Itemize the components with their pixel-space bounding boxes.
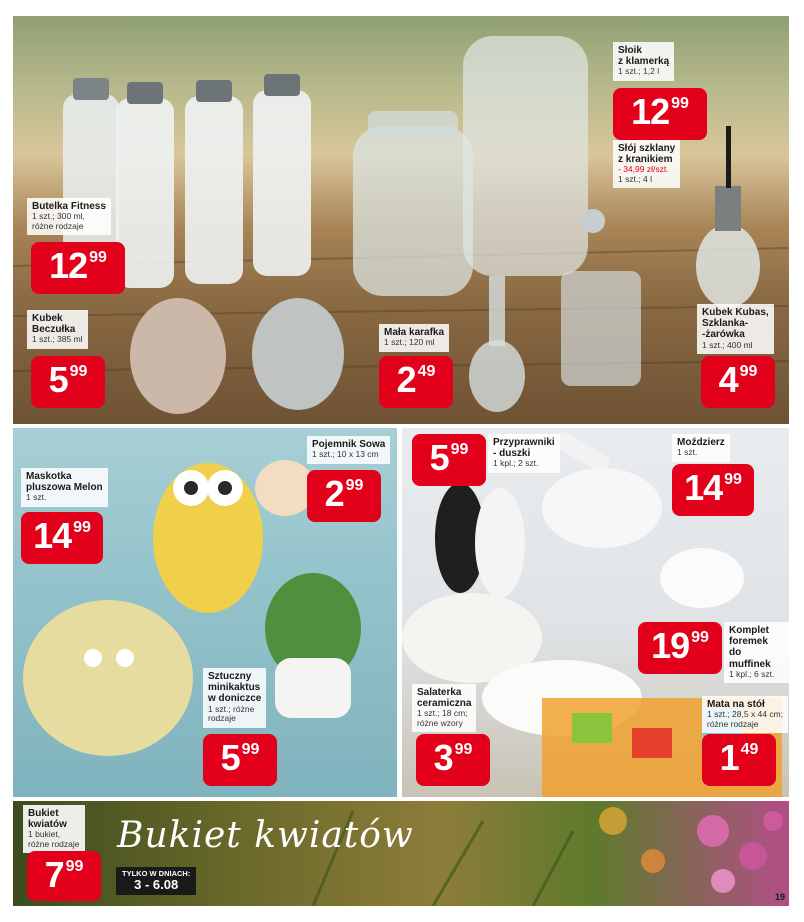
price-int: 3 (433, 737, 453, 778)
shakers-sub: 1 kpl.; 2 szt. (493, 458, 539, 469)
muffin-sub: 1 kpl.; 6 szt. (729, 668, 775, 679)
bouquet-sub2: różne rodzaje (28, 838, 80, 849)
jar-name: Słoik (618, 45, 642, 56)
price-dec: 99 (69, 363, 88, 380)
mug-name2: Beczułka (32, 324, 76, 336)
price-int: 14 (684, 467, 723, 508)
bowl-name2: ceramiczna (417, 698, 472, 710)
price-int: 7 (44, 854, 64, 895)
jar-label (613, 42, 674, 81)
melon-shape (23, 600, 193, 756)
price-int: 12 (49, 245, 88, 286)
bouquet-name: Bukiet (28, 808, 59, 819)
price-int: 14 (33, 515, 72, 556)
price-dec: 99 (65, 858, 84, 875)
bulb-sub: 1 szt.; 400 ml (702, 339, 753, 350)
muffin-price (638, 622, 722, 674)
bottle-sub: 1 szt.; 300 ml, (32, 211, 85, 222)
bouquet-name2: kwiatów (28, 819, 67, 831)
owl-price (307, 470, 381, 522)
melon-price (21, 512, 103, 564)
dispenser-sub: 1 szt.; 4 l (618, 173, 653, 184)
dispenser-shape (463, 36, 588, 276)
bouquet-sub: 1 bukiet, (28, 829, 61, 840)
bouquet-label (23, 805, 85, 853)
price-dec: 99 (73, 519, 91, 536)
mug-sub: 1 szt.; 385 ml (32, 334, 83, 345)
price-dec: 99 (724, 471, 742, 488)
cactus-price (203, 734, 277, 786)
bulb-shape (696, 224, 760, 308)
jar-shape (353, 126, 473, 296)
price-int: 5 (220, 737, 240, 778)
owl-pot-shape (255, 460, 315, 516)
carafe-name: Mała karafka (384, 327, 445, 338)
cactus-label (203, 668, 266, 728)
price-dec: 99 (691, 629, 709, 646)
dates-badge (116, 867, 196, 895)
glass-mug-shape (561, 271, 641, 386)
mat-price (702, 734, 776, 786)
shakers-label (488, 434, 560, 473)
melon-name2: pluszowa Melon (26, 482, 103, 494)
cactus-name2: minikaktus (208, 682, 261, 694)
mortar-label (672, 434, 730, 462)
mug-label (27, 310, 88, 349)
mortar-sub: 1 szt. (677, 447, 698, 458)
carafe-shape (469, 340, 525, 412)
price-dec: 99 (89, 249, 107, 266)
bulb-name2: Szklanka- (702, 318, 749, 330)
mug-price (31, 356, 105, 408)
shaker-white (475, 488, 525, 598)
carafe-label (379, 324, 449, 352)
carafe-sub: 1 szt.; 120 ml (384, 337, 435, 348)
price-int: 5 (429, 437, 449, 478)
price-int: 5 (48, 359, 68, 400)
muffin-name3: do muffinek (729, 647, 771, 670)
price-dec: 99 (241, 741, 260, 758)
bottle-label (27, 198, 111, 235)
mug-name: Kubek (32, 313, 63, 324)
bottle-price (31, 242, 125, 294)
bowl-name: Salaterka (417, 687, 462, 698)
price-int: 12 (631, 91, 670, 132)
jar-price (613, 88, 707, 140)
decor-panel (13, 428, 397, 797)
mug-grey (252, 298, 344, 410)
bouquet-price (27, 851, 101, 901)
mat-sub: 1 szt.; 28,5 x 44 cm; (707, 709, 784, 720)
bowl-sub2: różne wzory (417, 717, 463, 728)
price-dec: 99 (739, 363, 758, 380)
muffin-label (724, 622, 789, 683)
dispenser-label (613, 140, 680, 188)
flowers-panel (13, 801, 789, 906)
price-dec: 49 (740, 741, 759, 758)
bowl-price (416, 734, 490, 786)
mortar-price (672, 464, 754, 516)
mug-beige (130, 298, 226, 414)
dispenser-promo: - 34,99 zł/szt. (618, 164, 669, 175)
dates-label: TYLKO W DNIACH: (122, 869, 191, 878)
cactus-name: Sztuczny (208, 671, 252, 682)
dispenser-name: Słój szklany (618, 143, 676, 154)
bowl-label (412, 684, 476, 732)
bowl-sub: 1 szt.; 18 cm; (417, 708, 468, 719)
mortar-name: Moździerz (677, 437, 725, 448)
price-dec: 49 (417, 363, 436, 380)
muffin-name: Komplet (729, 625, 769, 636)
owl-label (307, 436, 390, 464)
cactus-sub2: rodzaje (208, 713, 236, 724)
bulb-label (697, 304, 774, 354)
melon-name: Maskotka (26, 471, 72, 482)
owl-name: Pojemnik Sowa (312, 439, 386, 450)
cactus-sub: 1 szt.; różne (208, 703, 255, 714)
muffin-shape (660, 548, 744, 608)
price-int: 2 (396, 359, 416, 400)
bulb-price (701, 356, 775, 408)
price-int: 19 (651, 625, 690, 666)
dates-value: 3 - 6.08 (134, 876, 179, 892)
mat-sub2: różne rodzaje (707, 718, 759, 729)
page-number: 19 (774, 892, 785, 902)
melon-label (21, 468, 108, 507)
dispenser-name2: z kranikiem (618, 154, 673, 166)
shakers-price (412, 434, 486, 486)
bulb-name: Kubek Kubas, (702, 307, 769, 318)
bouquet-title: Bukiet kwiatów (117, 815, 414, 856)
shakers-name2: - duszki (493, 448, 531, 460)
price-int: 1 (719, 737, 739, 778)
bottle-name: Butelka Fitness (32, 201, 106, 212)
jar-name2: z klamerką (618, 56, 670, 68)
price-int: 2 (324, 473, 344, 514)
kitchenware-panel (13, 16, 789, 424)
price-int: 4 (718, 359, 738, 400)
price-dec: 99 (671, 95, 689, 112)
melon-sub: 1 szt. (26, 492, 47, 503)
bulb-name3: -żarówka (702, 329, 745, 341)
jar-sub: 1 szt.; 1,2 l (618, 66, 660, 77)
mat-label (702, 696, 788, 733)
mat-name: Mata na stół (707, 699, 765, 710)
carafe-price (379, 356, 453, 408)
owl-sub: 1 szt.; 10 x 13 cm (312, 449, 379, 460)
price-dec: 99 (450, 441, 469, 458)
tableware-panel (402, 428, 789, 797)
bottle-sub2: różne rodzaje (32, 220, 84, 231)
shakers-name: Przyprawniki (493, 437, 555, 448)
mortar-shape (542, 468, 662, 548)
price-dec: 99 (345, 477, 364, 494)
muffin-name2: foremek (729, 636, 768, 648)
price-dec: 99 (454, 741, 473, 758)
cactus-name3: w doniczce (208, 693, 262, 705)
